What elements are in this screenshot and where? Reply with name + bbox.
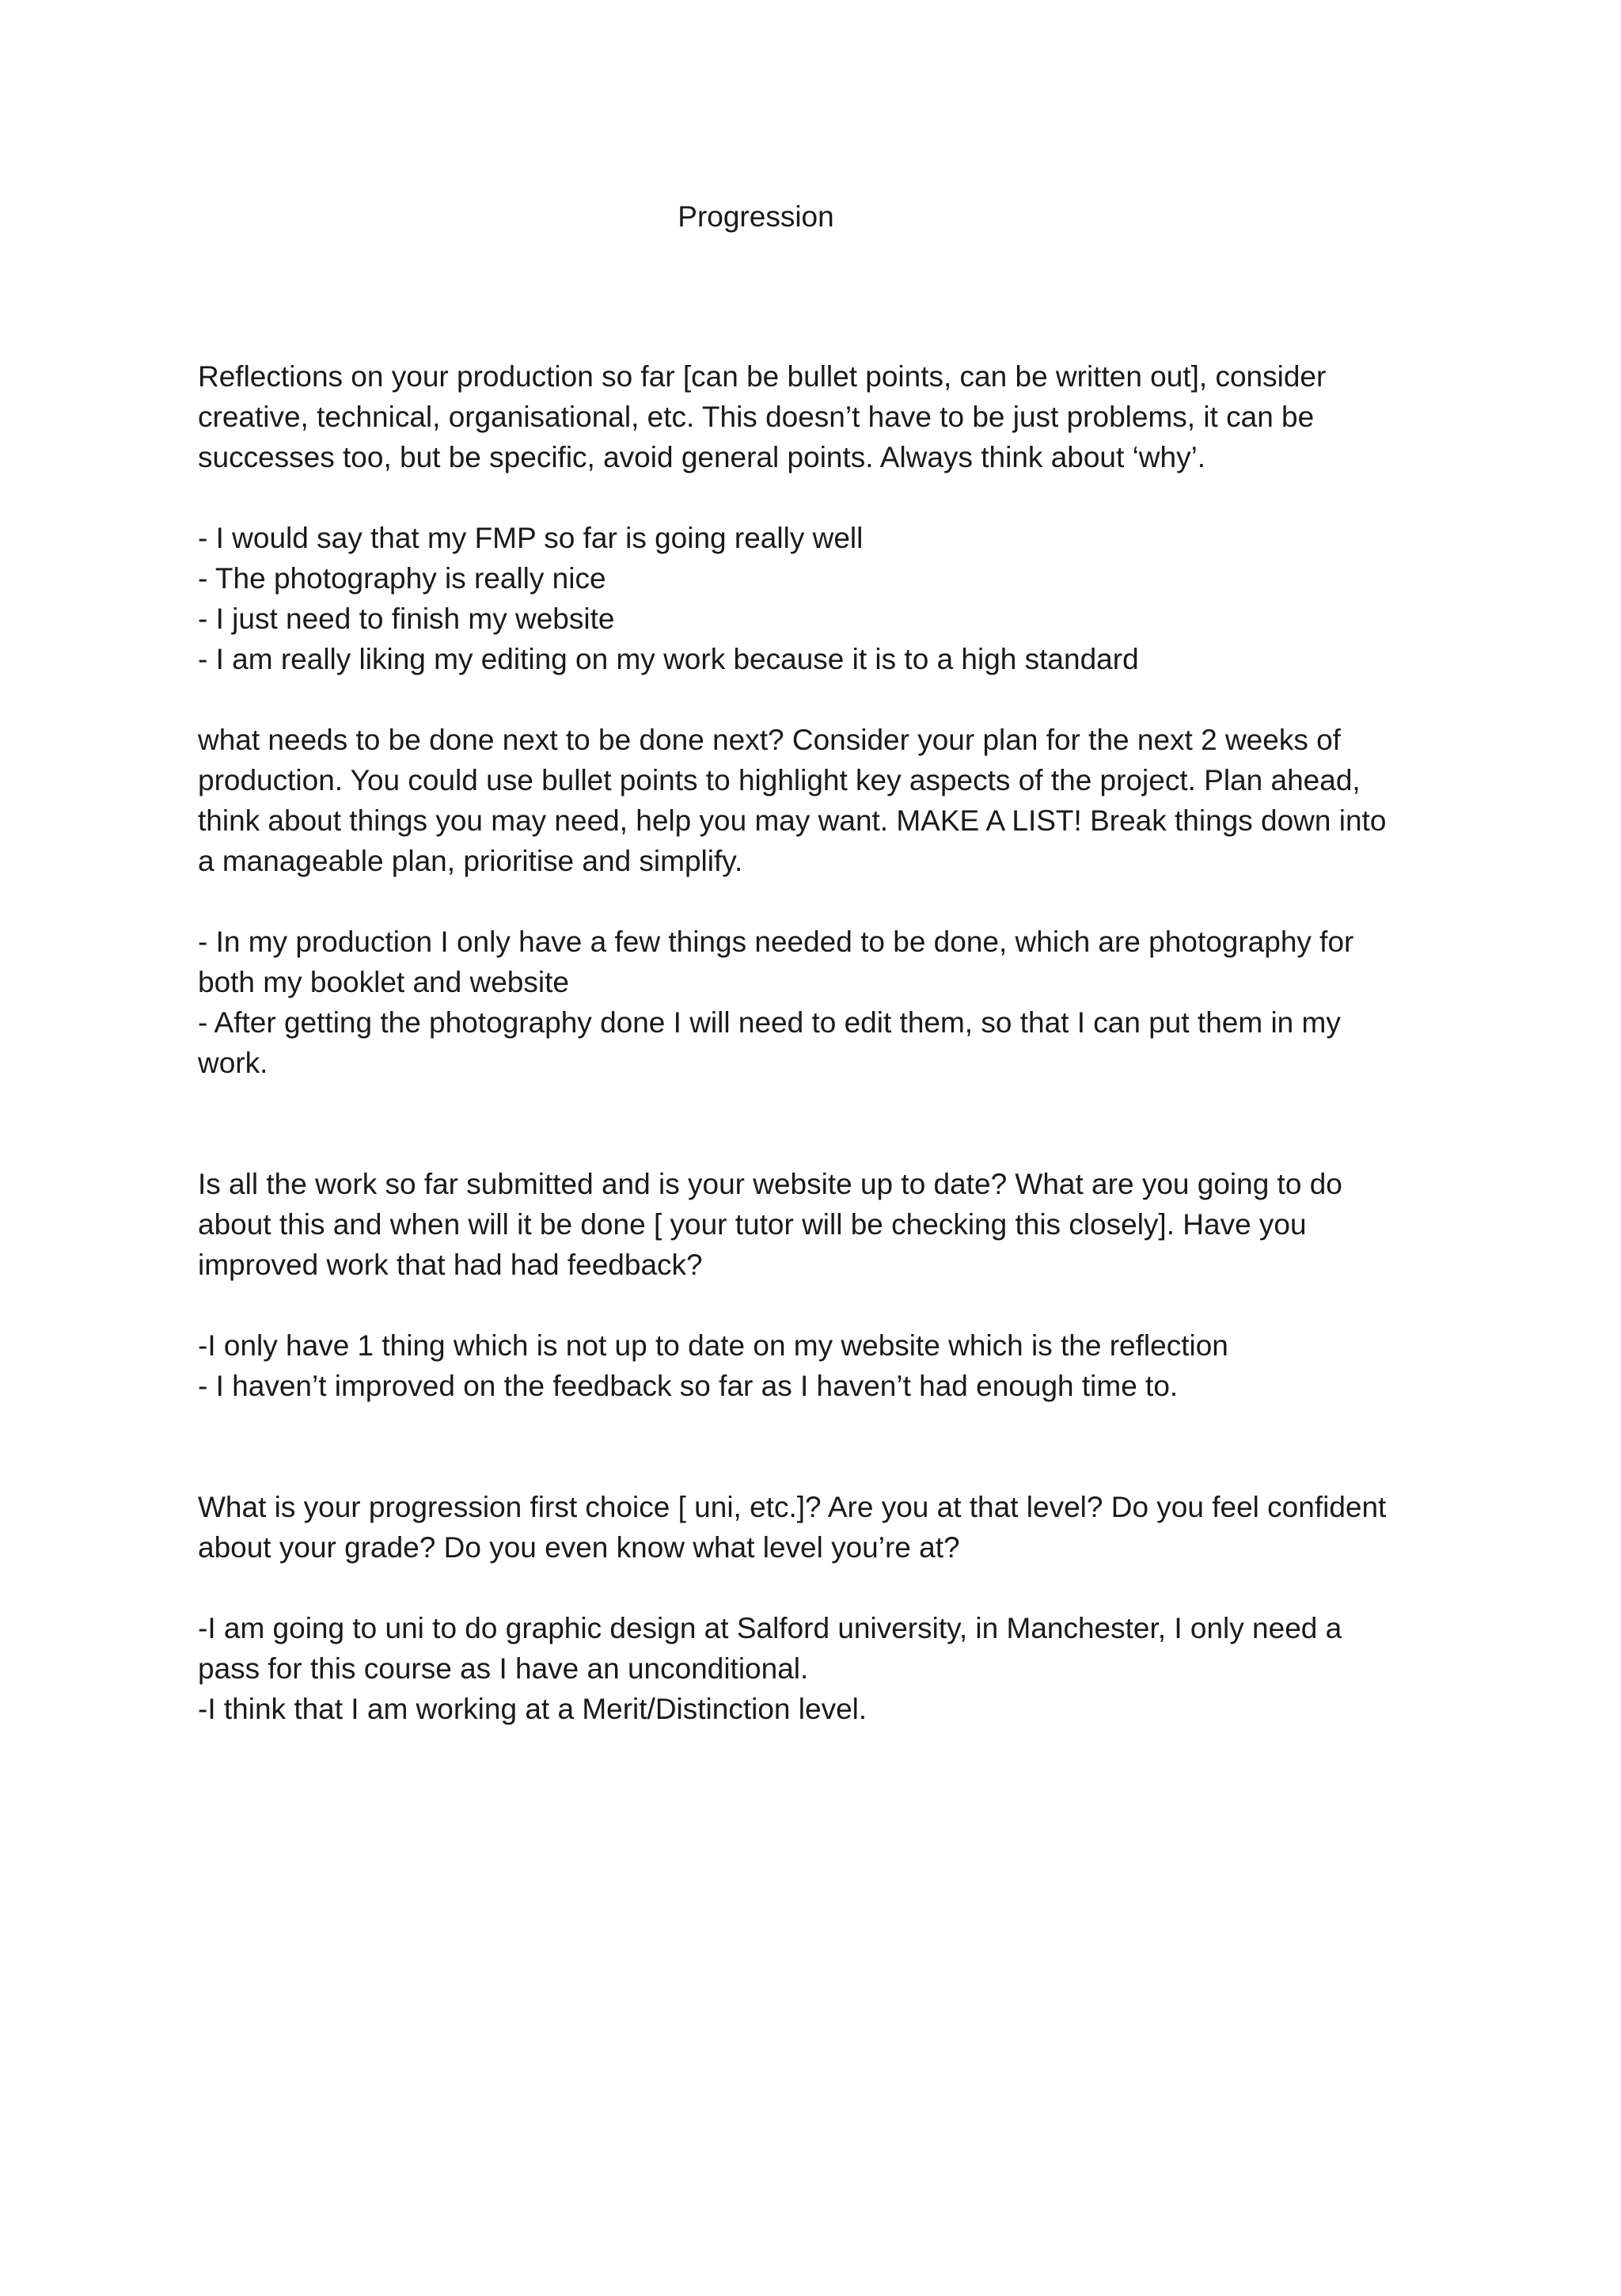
- prompt-line: successes too, but be specific, avoid general points. Always think about ‘why’.: [198, 441, 1206, 473]
- prompt-line: what needs to be done next to be done next? Consider your plan for the next 2 weeks of: [198, 724, 1341, 756]
- page-title: Progression: [678, 200, 834, 233]
- answer-line: -I am going to uni to do graphic design at Salford university, in Manchester, I only need a: [198, 1612, 1342, 1644]
- prompt-line: think about things you may need, help you may want. MAKE A LIST! Break things down into: [198, 804, 1387, 837]
- prompt-line: about this and when will it be done [ your tutor will be checking this closely]. Have you: [198, 1208, 1307, 1241]
- document-body: [198, 356, 1448, 1729]
- answer-line: - In my production I only have a few things needed to be done, which are photography for: [198, 926, 1354, 958]
- prompt-line: improved work that had had feedback?: [198, 1249, 703, 1281]
- prompt-line: production. You could use bullet points to highlight key aspects of the project. Plan ahead,: [198, 764, 1361, 796]
- prompt-line: a manageable plan, prioritise and simplify.: [198, 845, 743, 877]
- prompt-next-steps: [198, 720, 1448, 881]
- answer-submission-status: [198, 1325, 1448, 1406]
- answer-line: - I just need to finish my website: [198, 603, 615, 635]
- prompt-reflections: [198, 356, 1448, 477]
- prompt-line: Reflections on your production so far [can be bullet points, can be written out], consider: [198, 360, 1327, 393]
- prompt-line: What is your progression first choice [ uni, etc.]? Are you at that level? Do you feel confident: [198, 1491, 1387, 1523]
- answer-line: - The photography is really nice: [198, 562, 606, 595]
- answer-line: -I think that I am working at a Merit/Distinction level.: [198, 1693, 867, 1725]
- answer-line: -I only have 1 thing which is not up to date on my website which is the reflection: [198, 1329, 1228, 1362]
- answer-line: - I haven’t improved on the feedback so far as I haven’t had enough time to.: [198, 1370, 1179, 1402]
- prompt-line: creative, technical, organisational, etc. This doesn’t have to be just problems, it can be: [198, 401, 1315, 433]
- answer-line: - I am really liking my editing on my work because it is to a high standard: [198, 643, 1139, 675]
- answer-line: - After getting the photography done I will need to edit them, so that I can put them in my: [198, 1006, 1341, 1039]
- prompt-line: Is all the work so far submitted and is your website up to date? What are you going to do: [198, 1168, 1342, 1200]
- answer-line: both my booklet and website: [198, 966, 569, 998]
- prompt-progression-choice: [198, 1487, 1448, 1568]
- prompt-submission-status: [198, 1164, 1448, 1285]
- answer-line: pass for this course as I have an unconditional.: [198, 1652, 809, 1685]
- answer-reflections: [198, 518, 1448, 679]
- answer-next-steps: [198, 922, 1448, 1083]
- answer-line: work.: [198, 1047, 268, 1079]
- answer-line: - I would say that my FMP so far is going really well: [198, 522, 864, 554]
- answer-progression-choice: [198, 1608, 1448, 1729]
- prompt-line: about your grade? Do you even know what level you’re at?: [198, 1531, 960, 1564]
